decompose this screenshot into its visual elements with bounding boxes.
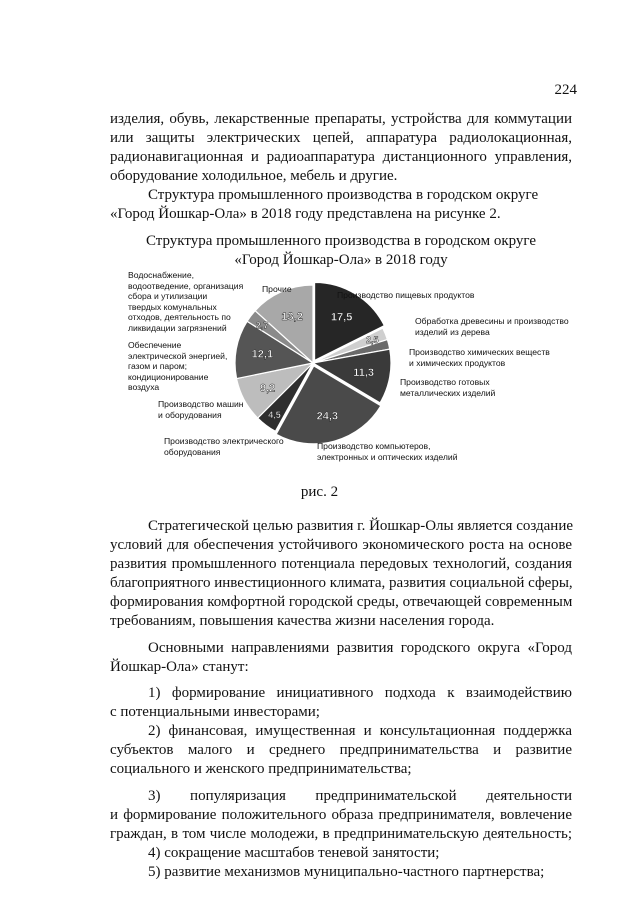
slice-label-line: электрической энергией, [128,350,228,361]
slice-label-line: Обработка древесины и производство [415,316,569,326]
pie-value-label: 2,7 [255,320,269,331]
text-line: радионавигационная и радиоаппаратура дистанционного управления, [110,149,572,165]
pie-value-label: 17,5 [330,311,353,324]
text-line: Стратегической целью развития г. Йошкар-Олы является создание [148,518,574,534]
chart-title-line: Структура промышленного производства в городском округе [145,233,537,249]
text-line: развития промышленного потенциала передовых технологий, создания [110,556,572,572]
text-line: требованиям, повышения качества жизни населения города. [110,613,495,629]
slice-label-line: Обеспечение [128,340,182,350]
list-item-line: 5) развитие механизмов муниципально-частного партнерства; [148,864,545,880]
pie-value-label: 13,2 [281,310,303,323]
slice-label-line: кондиционирование [128,371,209,382]
list-item-line: социального и женского предпринимательства; [110,761,412,777]
slice-label-line: газом и паром; [128,361,188,371]
pie-value-label: 11,3 [353,367,375,380]
slice-label-line: Производство электрического [164,436,284,446]
slice-label-line: воздуха [128,382,160,392]
slice-label-line: Водоснабжение, [128,270,195,280]
slice-label [164,436,284,457]
slice-label-line: Производство химических веществ [409,347,550,357]
text-line: «Город Йошкар-Ола» в 2018 году представлена на рисунке 2. [110,206,501,222]
slice-label-line: водоотведение, организация [128,280,244,291]
text-line: Структура промышленного производства в городском округе [148,187,539,203]
slice-label-line: Производство машин [158,399,244,409]
slice-label-line: сбора и утилизации [128,291,208,301]
text-line: условий для обеспечения устойчивого экономического роста на основе [110,537,572,553]
slice-label [128,340,227,393]
pie-value-label: 12,1 [251,348,274,361]
slice-label [337,290,474,301]
slice-label-line: изделий из дерева [415,326,490,337]
slice-label-line: оборудования [164,446,221,457]
text-line: изделия, обувь, лекарственные препараты, устройства для коммутации [110,111,572,127]
list-item-line: 4) сокращение масштабов теневой занятости; [148,845,440,861]
pie-value-label: 2,5 [366,335,379,346]
text-line: Йошкар-Ола» станут: [110,659,249,675]
slice-label [262,284,292,295]
slice-label [400,377,495,398]
slice-label-line: ликвидации загрязнений [128,322,227,333]
slice-label-line: отходов, деятельность по [128,312,231,322]
slice-label-line: Производство готовых [400,377,490,387]
text-line: или защиты электрических цепей, аппаратура радиолокационная, [110,130,572,146]
slice-label-line: Производство компьютеров, [317,441,431,451]
chart-title-line: «Город Йошкар-Ола» в 2018 году [234,252,448,268]
slice-label [158,399,244,420]
text-line: формирования комфортной городской среды, отвечающей современным [110,594,573,610]
slice-label-line: металлических изделий [400,387,496,398]
text-line: благоприятного инвестиционного климата, развития социальной сферы, [110,575,573,591]
list-item-line: субъектов малого и среднего предпринимательства и развитие [110,742,572,758]
pie-value-label: 24,3 [316,410,339,423]
slice-label-line: и химических продуктов [409,357,506,368]
slice-label-line: электронных и оптических изделий [317,451,458,462]
slice-label-line: и оборудования [158,409,222,420]
slice-label-line: твердых комунальных [128,301,217,312]
slice-label [409,347,550,368]
text-line: Основными направлениями развития городского округа «Город [148,640,572,656]
slice-label [317,441,458,462]
text-line: оборудование холодильное, мебель и другие. [110,168,398,184]
pie-value-label: 9,2 [259,382,276,395]
slice-label-line: Прочие [262,284,292,294]
figure-caption: рис. 2 [300,484,339,500]
slice-label-line: Производство пищевых продуктов [337,290,475,300]
list-item-line: граждан, в том числе молодежи, в предпринимательскую деятельность; [110,826,572,842]
slice-label [128,270,243,333]
pie-value-label: 4,5 [268,410,281,421]
list-item-line: и формирование положительного образа предпринимателя, вовлечение [110,807,572,823]
list-item-line: 2) финансовая, имущественная и консультационная поддержка [148,723,572,739]
page-number: 224 [554,82,577,98]
list-item-line: 3) популяризация предпринимательской деятельности [148,788,572,804]
list-item-line: с потенциальными инвесторами; [110,704,320,720]
list-item-line: 1) формирование инициативного подхода к взаимодействию [148,685,572,701]
slice-label [415,316,569,337]
